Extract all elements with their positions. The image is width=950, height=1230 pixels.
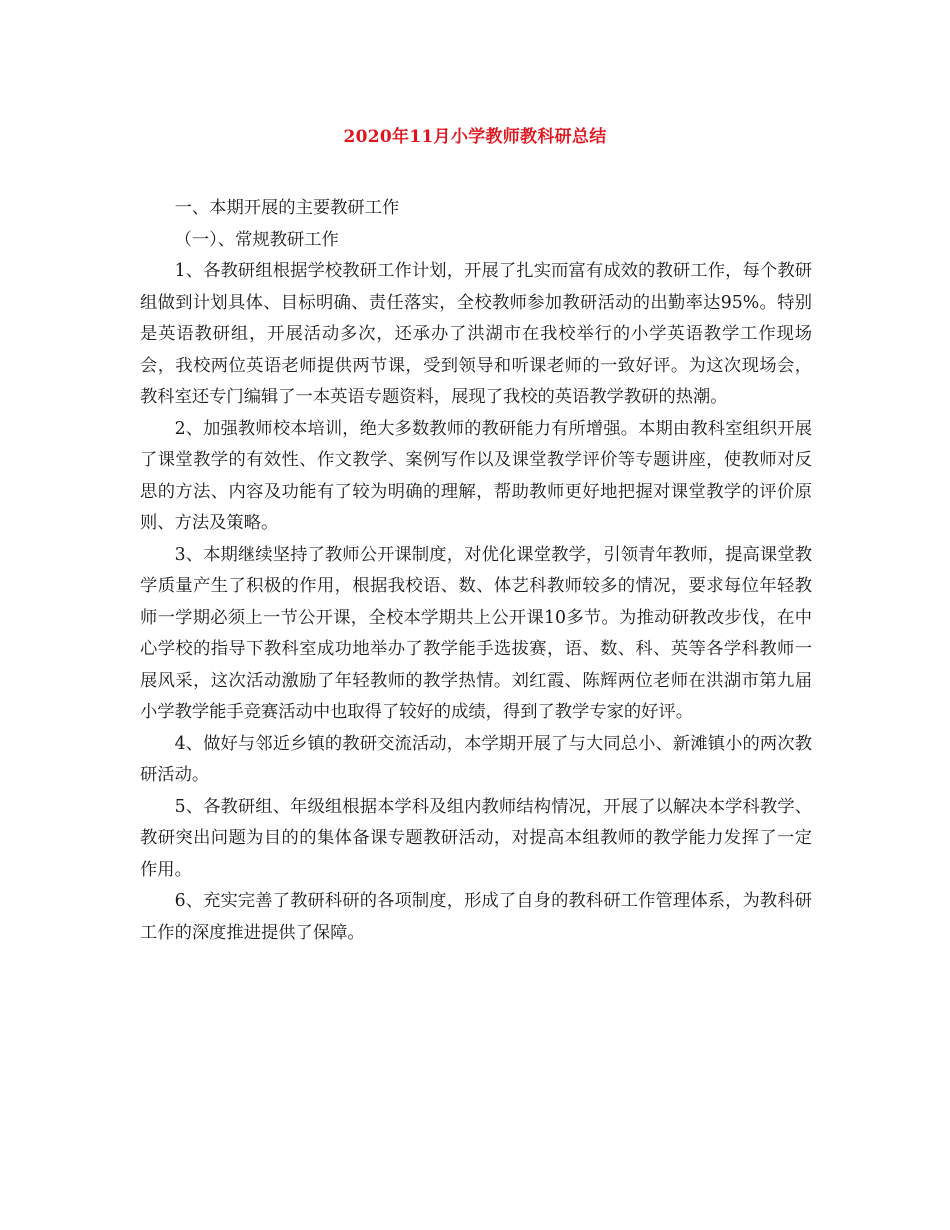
document-body bbox=[140, 193, 812, 949]
paragraph-3: 3、本期继续坚持了教师公开课制度，对优化课堂教学，引领青年教师，提高课堂教学质量产生了积极的作用，根据我校语、数、体艺科教师较多的情况，要求每位年轻教师一学期必须上一节公开课，全校本学期共上公开课10多节。为推动研教改步伐，在中心学校的指导下教科室成功地举办了教学能手选拔赛，语、数、科、英等各学科教师一展风采，这次活动激励了年轻教师的教学热情。刘红霞、陈辉两位老师在洪湖市第九届小学教学能手竞赛活动中也取得了较好的成绩，得到了教学专家的好评。 bbox=[140, 544, 812, 722]
section-heading: 一、本期开展的主要教研工作 bbox=[174, 198, 400, 218]
paragraph-4: 4、做好与邻近乡镇的教研交流活动，本学期开展了与大同总小、新滩镇小的两次教研活动。 bbox=[140, 733, 812, 785]
paragraph-6: 6、充实完善了教研科研的各项制度，形成了自身的教科研工作管理体系，为教科研工作的深度推进提供了保障。 bbox=[140, 891, 812, 943]
paragraph-5: 5、各教研组、年级组根据本学科及组内教师结构情况，开展了以解决本学科教学、教研突出问题为目的的集体备课专题教研活动，对提高本组教师的教学能力发挥了一定作用。 bbox=[140, 796, 812, 880]
paragraph-2: 2、加强教师校本培训，绝大多数教师的教研能力有所增强。本期由教科室组织开展了课堂教学的有效性、作文教学、案例写作以及课堂教学评价等专题讲座，使教师对反思的方法、内容及功能有了较为明确的理解，帮助教师更好地把握对课堂教学的评价原则、方法及策略。 bbox=[140, 418, 812, 533]
document-title: 2020年11月小学教师教科研总结 bbox=[343, 127, 607, 147]
subsection-heading: （一）、常规教研工作 bbox=[174, 229, 339, 250]
paragraph-1: 1、各教研组根据学校教研工作计划，开展了扎实而富有成效的教研工作，每个教研组做到计划具体、目标明确、责任落实，全校教师参加教研活动的出勤率达95%。特别是英语教研组，开展活动多次，还承办了洪湖市在我校举行的小学英语教学工作现场会，我校两位英语老师提供两节课，受到领导和听课老师的一致好评。为这次现场会，教科室还专门编辑了一本英语专题资料，展现了我校的英语教学教研的热潮。 bbox=[140, 261, 812, 407]
